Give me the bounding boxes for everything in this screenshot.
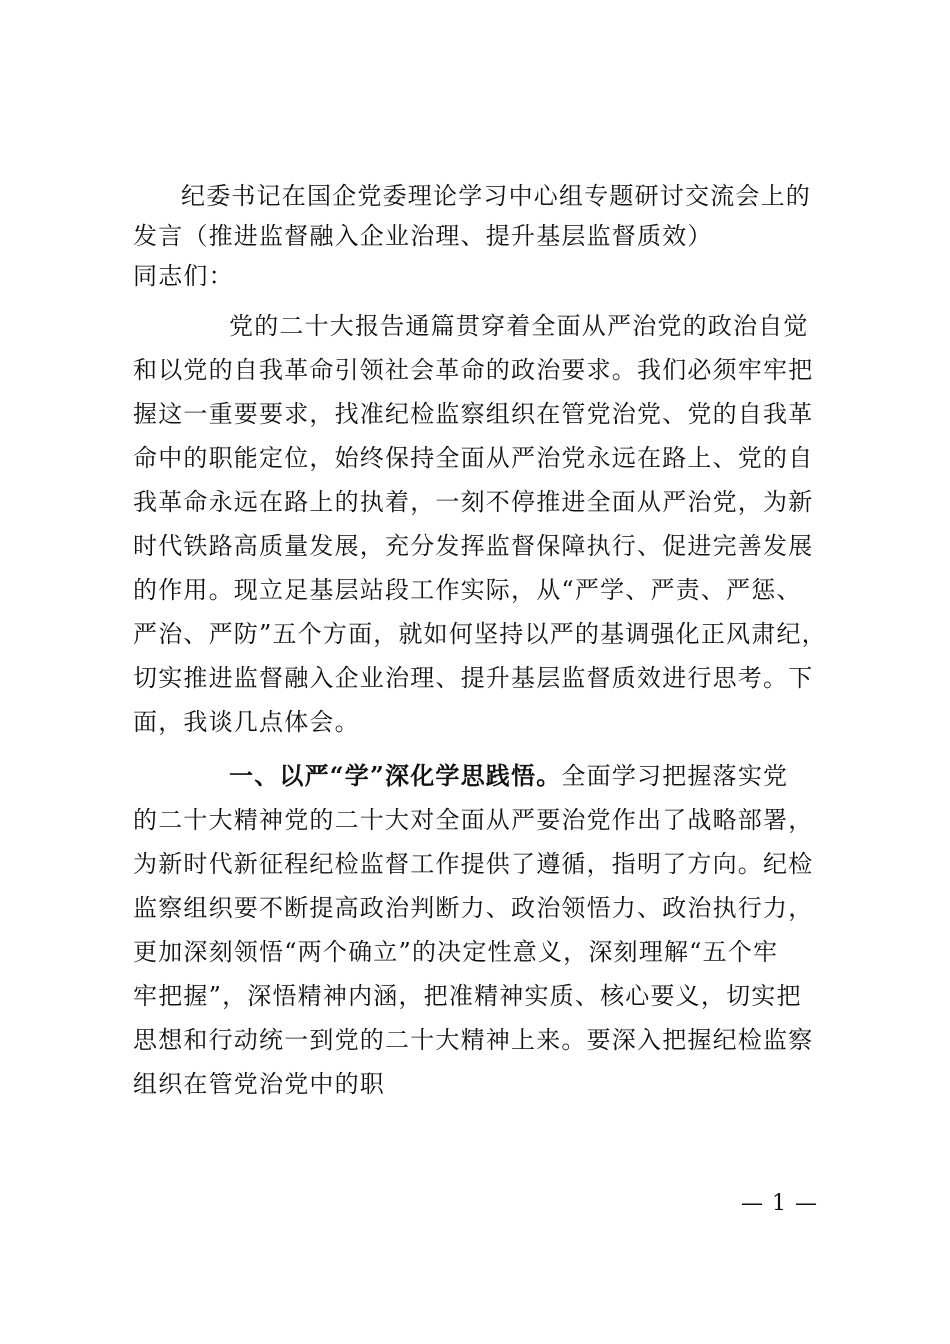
salutation: 同志们： <box>133 262 234 290</box>
paragraph-line: 的二十大精神党的二十大对全面从严要治党作出了战略部署， <box>133 806 814 834</box>
spacer <box>133 744 823 754</box>
paragraph-line: 我革命永远在路上的执着，一刻不停推进全面从严治党，为新 <box>133 488 814 516</box>
paragraph-line: 严治、严防”五个方面，就如何坚持以严的基调强化正风肃纪， <box>133 620 827 648</box>
paragraph-line: 的作用。现立足基层站段工作实际，从“严学、严责、严惩、 <box>133 576 802 604</box>
paragraph-line: 时代铁路高质量发展，充分发挥监督保障执行、促进完善发展 <box>133 532 814 560</box>
paragraph-line: 更加深刻领悟“两个确立”的决定性意义，深刻理解“五个牢 <box>133 938 779 966</box>
paragraph-line: 组织在管党治党中的职 <box>133 1070 385 1098</box>
section-1-first-line <box>133 754 823 798</box>
document-body <box>133 176 827 1106</box>
paragraph-line: 党的二十大报告通篇贯穿着全面从严治党的政治自觉 <box>229 312 809 340</box>
paragraph-1 <box>133 304 827 744</box>
paragraph-line: 握这一重要要求，找准纪检监察组织在管党治党、党的自我革 <box>133 400 814 428</box>
section-1 <box>133 754 823 1106</box>
paragraph-line: 命中的职能定位，始终保持全面从严治党永远在路上、党的自 <box>133 444 814 472</box>
spacer <box>133 296 823 304</box>
paragraph-line: 思想和行动统一到党的二十大精神上来。要深入把握纪检监察 <box>133 1026 814 1054</box>
paragraph-line: 和以党的自我革命引领社会革命的政治要求。我们必须牢牢把 <box>133 356 814 384</box>
paragraph-line: 面，我谈几点体会。 <box>133 708 360 736</box>
paragraph-line: 监察组织要不断提高政治判断力、政治领悟力、政治执行力， <box>133 894 814 922</box>
paragraph-line: 为新时代新征程纪检监督工作提供了遵循，指明了方向。纪检 <box>133 850 814 878</box>
page-number: — 1 — <box>741 1191 818 1216</box>
paragraph-line: 牢把握”，深悟精神内涵，把准精神实质、核心要义，切实把 <box>133 982 802 1010</box>
paragraph-line: 切实推进监督融入企业治理、提升基层监督质效进行思考。下 <box>133 664 814 692</box>
section-1-first-line-text: 全面学习把握落实党 <box>561 762 789 790</box>
document-title-line-2: 发言（推进监督融入企业治理、提升基层监督质效） <box>133 222 713 250</box>
section-1-heading: 一、以严“学”深化学思践悟。 <box>229 761 562 790</box>
document-title-line-1: 纪委书记在国企党委理论学习中心组专题研讨交流会上的 <box>181 182 811 210</box>
